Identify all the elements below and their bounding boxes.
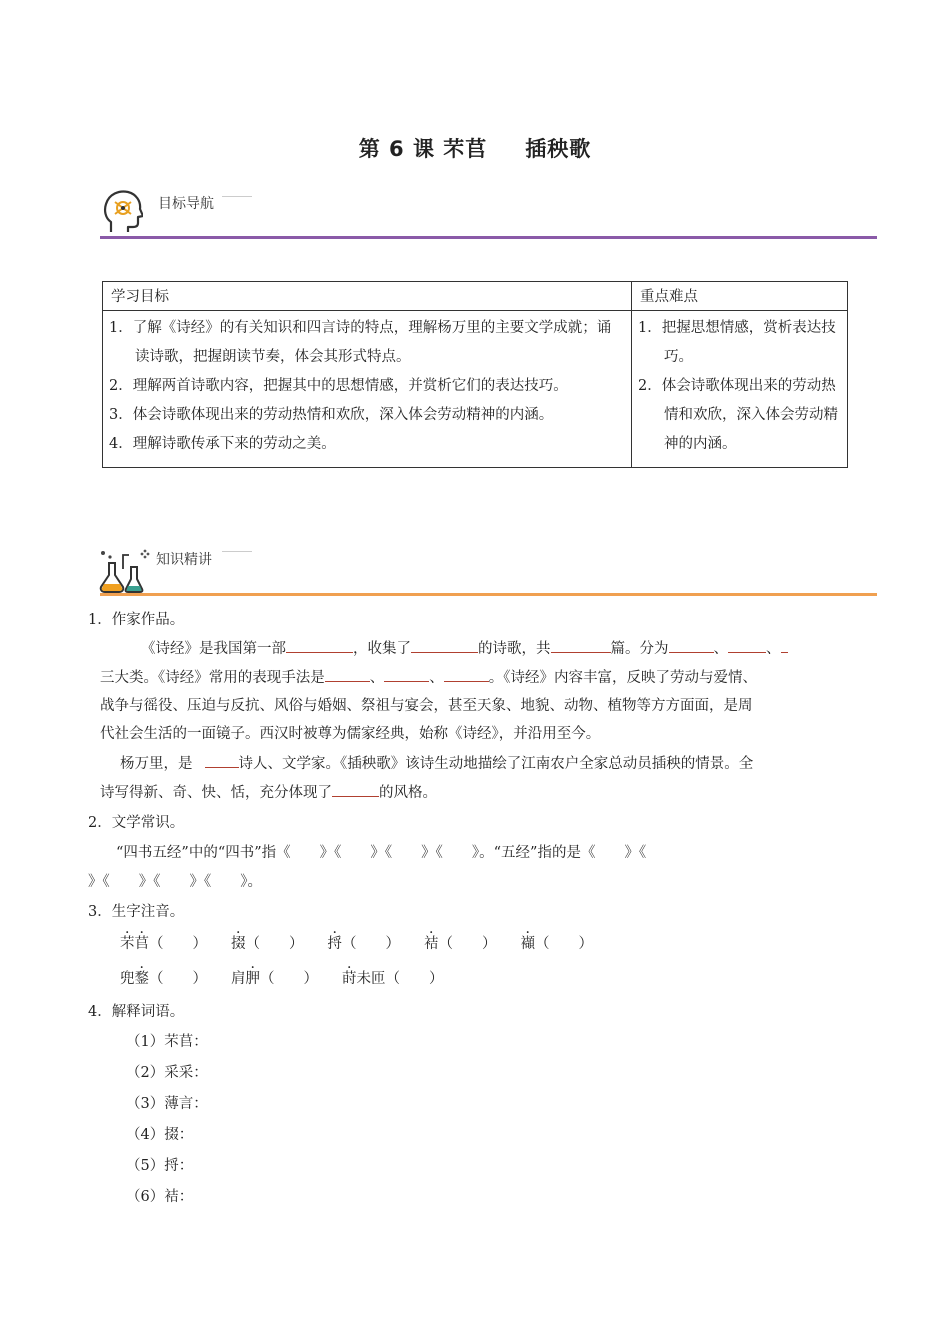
- blank[interactable]: [332, 781, 379, 797]
- blank[interactable]: [781, 637, 788, 653]
- q4-item: （2）采采：: [126, 1065, 208, 1081]
- q3-row-1: [120, 932, 593, 953]
- blank[interactable]: [411, 637, 478, 653]
- page-title: [0, 133, 950, 163]
- blank[interactable]: [205, 752, 239, 768]
- goals-cell: [103, 311, 632, 468]
- sparkle-icon: [140, 549, 150, 559]
- char-item: 袺（ ）: [424, 936, 497, 952]
- focus-cell: [632, 311, 848, 468]
- q1-line-1: 《诗经》是我国第一部 ，收集了 的诗歌，共 篇。分为 、 、: [141, 637, 788, 658]
- q1-line-6: 诗写得新、奇、快、恬，充分体现了 的风格。: [100, 781, 437, 802]
- char-item: 肩胛（ ）: [231, 971, 318, 987]
- q1-line-3: 战争与徭役、压迫与反抗、风俗与婚姻、祭祖与宴会，甚至天象、地貌、动物、植物等方方面面，是周: [100, 698, 753, 714]
- head-brain-icon: [103, 188, 143, 234]
- blank[interactable]: [551, 637, 611, 653]
- section-knowledge-divider: [222, 551, 252, 552]
- q1-line-5: 杨万里，是 诗人、文学家。《插秧歌》该诗生动地描绘了江南农户全家总动员插秧的情景。全: [120, 752, 753, 773]
- char-item: 芣苢（ ）: [120, 936, 207, 952]
- q4-item: （1）芣苢：: [126, 1034, 208, 1050]
- q2-line-1: “四书五经”中的“四书”指《 》《 》《 》《 》。“五经”指的是《 》《: [116, 845, 647, 861]
- goal-item: 1．了解《诗经》的有关知识和四言诗的特点，理解杨万里的主要文学成就；诵读诗歌，把握朗读节奏，体会其形式特点。: [109, 320, 612, 365]
- q1-heading: 1．作家作品。: [88, 612, 185, 628]
- purple-divider: [100, 236, 877, 239]
- section-knowledge: 知识精讲: [156, 552, 212, 568]
- goal-item: 4．理解诗歌传承下来的劳动之美。: [109, 436, 336, 452]
- q2-heading: 2．文学常识。: [88, 815, 185, 831]
- title-sub: 插秧歌: [525, 137, 592, 161]
- q3-heading: 3．生字注音。: [88, 904, 185, 920]
- goals-table: [102, 281, 848, 468]
- section-goal-nav: 目标导航: [158, 196, 214, 212]
- q4-item: （4）掇：: [126, 1127, 194, 1143]
- focus-header: 重点难点: [632, 282, 848, 311]
- blank[interactable]: [286, 637, 353, 653]
- q4-item: （3）薄言：: [126, 1096, 208, 1112]
- char-item: 掇（ ）: [231, 936, 304, 952]
- q4-item: （5）捋：: [126, 1158, 194, 1174]
- title-main: 第 6 课 芣苢: [358, 137, 488, 161]
- char-item: 莳未匝（ ）: [342, 971, 444, 987]
- char-item: 襭（ ）: [520, 936, 593, 952]
- q2-line-2: 》《 》《 》《 》。: [88, 874, 262, 890]
- blank[interactable]: [384, 666, 429, 682]
- goal-item: 2．理解两首诗歌内容，把握其中的思想情感，并赏析它们的表达技巧。: [109, 378, 568, 394]
- section-goal-divider: [222, 196, 252, 197]
- q4-item: （6）袺：: [126, 1189, 194, 1205]
- goal-item: 3．体会诗歌体现出来的劳动热情和欢欣，深入体会劳动精神的内涵。: [109, 407, 554, 423]
- goals-header: 学习目标: [103, 282, 632, 311]
- orange-divider: [100, 593, 877, 596]
- blank[interactable]: [325, 666, 370, 682]
- q4-heading: 4．解释词语。: [88, 1004, 185, 1020]
- q3-row-2: [120, 967, 444, 988]
- blank[interactable]: [444, 666, 489, 682]
- focus-item: 2．体会诗歌体现出来的劳动热情和欢欣，深入体会劳动精神的内涵。: [638, 378, 838, 452]
- blank[interactable]: [669, 637, 714, 653]
- q1-line-4: 代社会生活的一面镜子。西汉时被尊为儒家经典，始称《诗经》，并沿用至今。: [100, 726, 601, 742]
- char-item: 兜鍪（ ）: [120, 971, 207, 987]
- q1-line-2: 三大类。《诗经》常用的表现手法是 、 、 。《诗经》内容丰富，反映了劳动与爱情、: [100, 666, 757, 687]
- blank[interactable]: [728, 637, 766, 653]
- flask-icon: [99, 549, 145, 593]
- char-item: 捋（ ）: [327, 936, 400, 952]
- focus-item: 1．把握思想情感，赏析表达技巧。: [638, 320, 836, 365]
